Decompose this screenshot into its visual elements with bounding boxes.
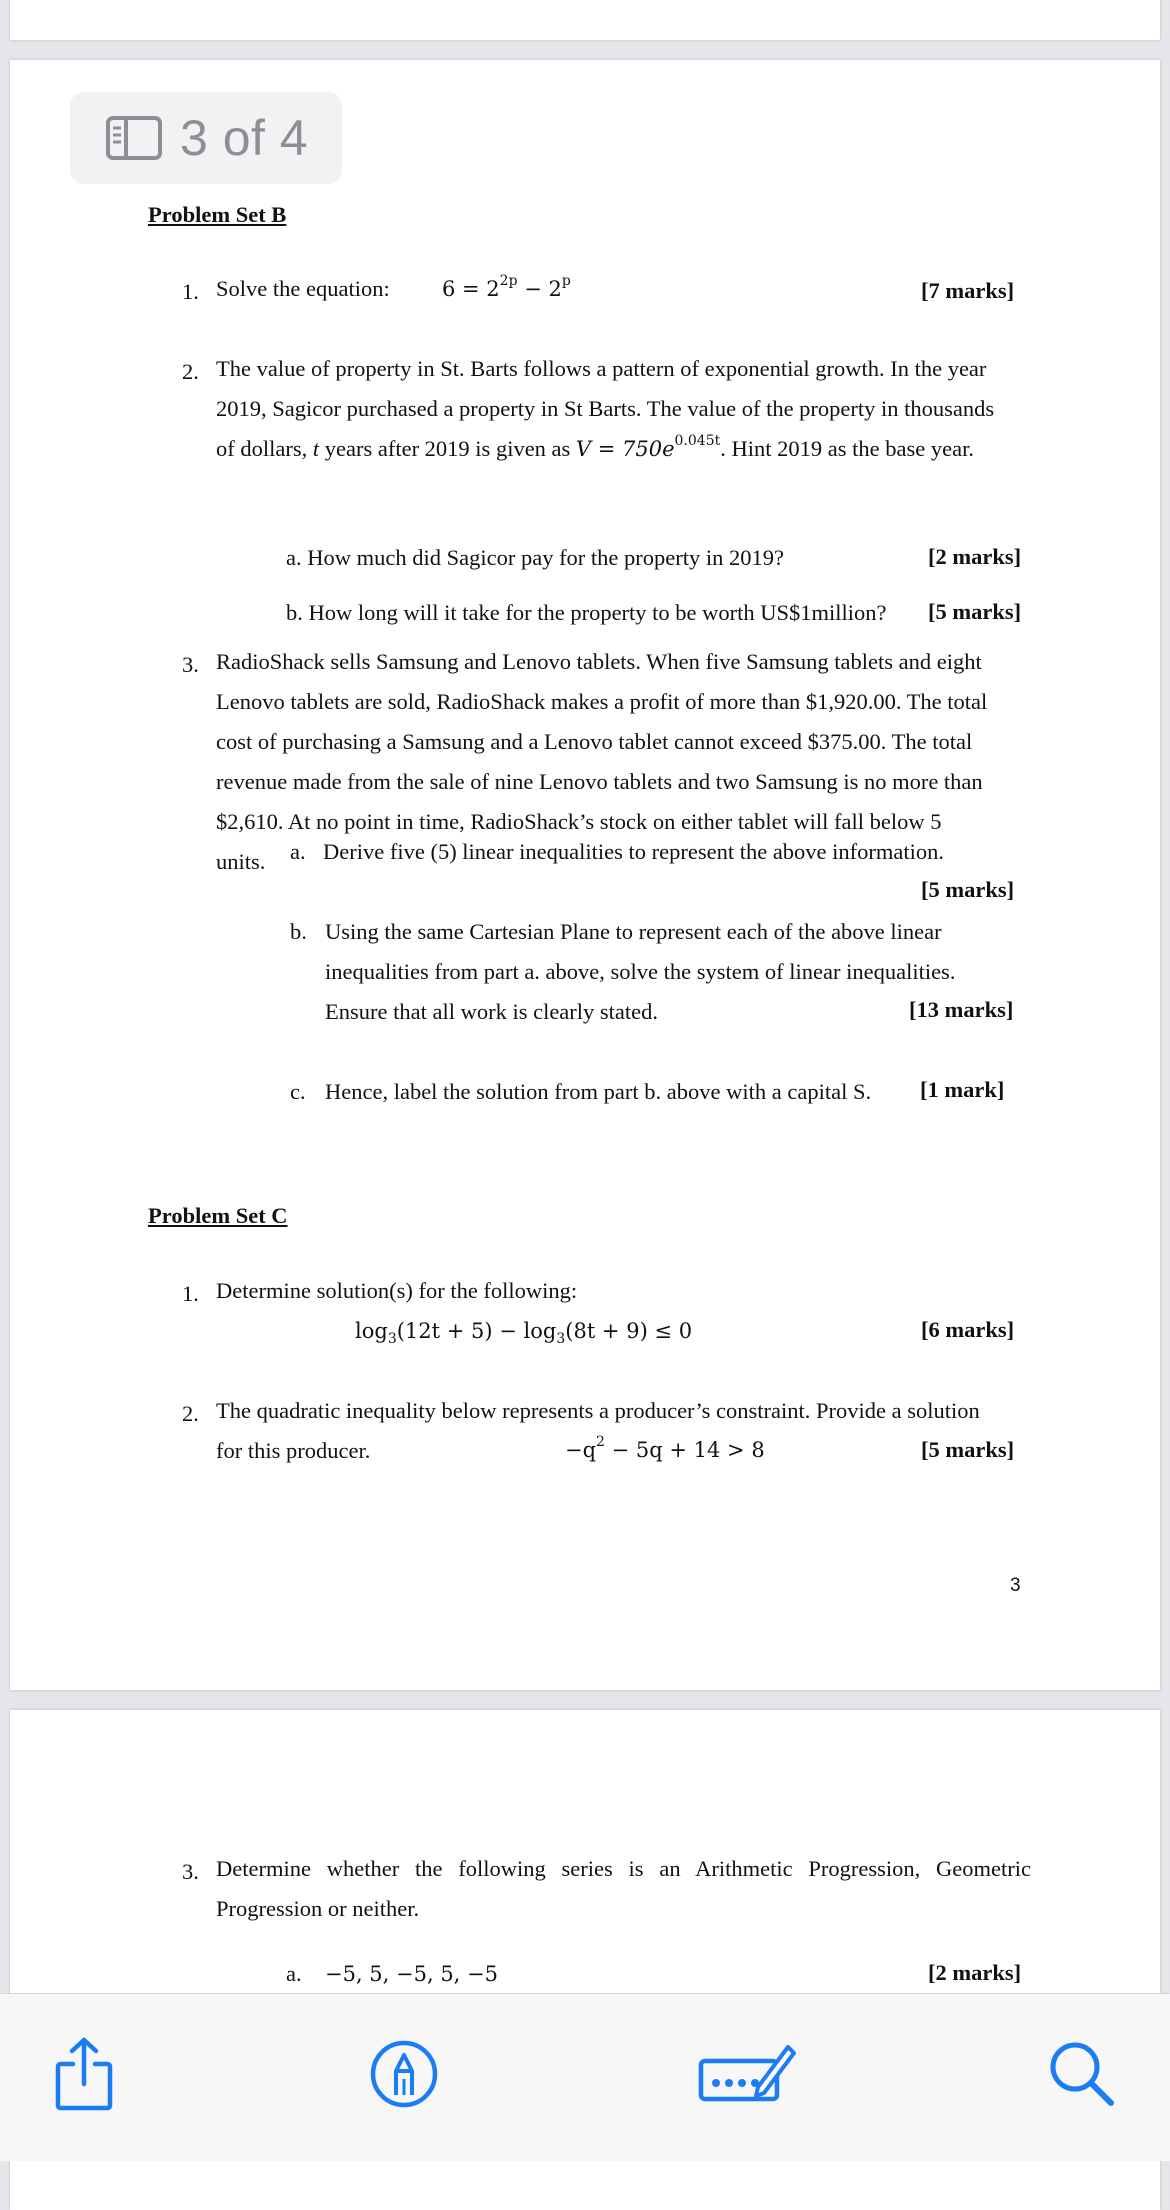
p4-q3a-series: −5, 5, −5, 5, −5 (325, 1962, 498, 1986)
c-q1-equation: $\log_3(12t + 5) - \log_3(8t + 9) \le 0$ (355, 1319, 693, 1347)
b-q3a-label: a. (290, 839, 306, 864)
c-q2-marks: [5 marks] (921, 1437, 1015, 1462)
b-q3-number: 3. (182, 652, 199, 677)
b-q1-marks: [7 marks] (921, 278, 1015, 303)
share-icon (53, 2036, 115, 2112)
b-q3b-text: Using the same Cartesian Plane to represent each of the above linear inequalities from part a. above, solve the system of linear inequalities. Ensure that all work is clearly stated. (325, 919, 956, 1024)
p4-q3a-label: a. (286, 1961, 302, 1986)
b-q2-number: 2. (182, 359, 199, 384)
c-q2-line1: The quadratic inequality below represents a producer’s constraint. Provide a solution (216, 1398, 980, 1423)
p4-q3-number: 3. (182, 1859, 199, 1884)
c-q1-text: Determine solution(s) for the following: (216, 1278, 578, 1303)
search-button[interactable] (1042, 2034, 1122, 2114)
b-q2b-text: b. How long will it take for the property to be worth US$1million? (286, 600, 887, 625)
b-q3c-text: Hence, label the solution from part b. above with a capital S. (325, 1079, 872, 1104)
annotate-button[interactable] (698, 2034, 798, 2114)
markup-icon (369, 2039, 439, 2109)
b-q3c-marks: [1 mark] (920, 1077, 1005, 1102)
p4-q3-paragraph: Determine whether the following series is an Arithmetic Progression, Geometric Progression or neither. (216, 1856, 1031, 1921)
markup-button[interactable] (364, 2034, 444, 2114)
c-q2-line2: for this producer. (216, 1438, 371, 1463)
b-q1-equation: $6 = 2^{2p} - 2^p$ (442, 273, 571, 301)
page-number: 3 (1010, 1575, 1021, 1596)
b-q3b-label: b. (290, 919, 307, 944)
p4-q3a-marks: [2 marks] (928, 1960, 1022, 1985)
b-q1-text: Solve the equation: (216, 276, 390, 301)
b-q2-paragraph: The value of property in St. Barts follows a pattern of exponential growth. In the year 2019, Sagicor purchased a property in St Barts. The value of the property in thousands of dollars, t years after 2019 is given as $V = 750e^{0.045t}$. Hint 2019 as the base year. (216, 356, 995, 461)
b-q3c-label: c. (290, 1079, 306, 1104)
b-q2a-text: a. How much did Sagicor pay for the property in 2019? (286, 545, 784, 570)
b-q2a-marks: [2 marks] (928, 544, 1022, 569)
b-q3b-marks: [13 marks] (909, 997, 1014, 1022)
document-page-3 (10, 60, 1160, 1690)
c-q2-number: 2. (182, 1401, 199, 1426)
page-indicator-label: 3 of 4 (180, 110, 309, 166)
sidebar-icon (106, 116, 162, 160)
bottom-toolbar (0, 1993, 1170, 2161)
problem-set-c-heading: Problem Set C (148, 1203, 288, 1228)
search-icon (1047, 2039, 1117, 2109)
problem-set-b-heading: Problem Set B (148, 202, 287, 227)
share-button[interactable] (44, 2034, 124, 2114)
b-q3a-text: Derive five (5) linear inequalities to represent the above information. (323, 839, 945, 864)
b-q2-equation: $V = 750e^{0.045t}$ (575, 433, 721, 461)
c-q1-number: 1. (182, 1281, 199, 1306)
previous-page (10, 0, 1160, 40)
page-indicator[interactable] (70, 92, 342, 184)
b-q3-paragraph: RadioShack sells Samsung and Lenovo tablets. When five Samsung tablets and eight Lenovo tablets are sold, RadioShack makes a profit of more than $1,920.00. The total cost of purchasing a Samsung and a Lenovo tablet cannot exceed $375.00. The total revenue made from the sale of nine Lenovo tablets and two Samsung is no more than $2,610. At no point in time, RadioShack’s stock on either tablet will fall below 5 units. (216, 649, 988, 874)
b-q3a-marks: [5 marks] (921, 877, 1015, 902)
c-q2-inequality: $-q^2 - 5q + 14 > 8$ (565, 1434, 765, 1462)
b-q1-number: 1. (182, 279, 199, 304)
keyboard-pen-icon (698, 2039, 798, 2109)
c-q1-marks: [6 marks] (921, 1317, 1015, 1342)
b-q2b-marks: [5 marks] (928, 599, 1022, 624)
